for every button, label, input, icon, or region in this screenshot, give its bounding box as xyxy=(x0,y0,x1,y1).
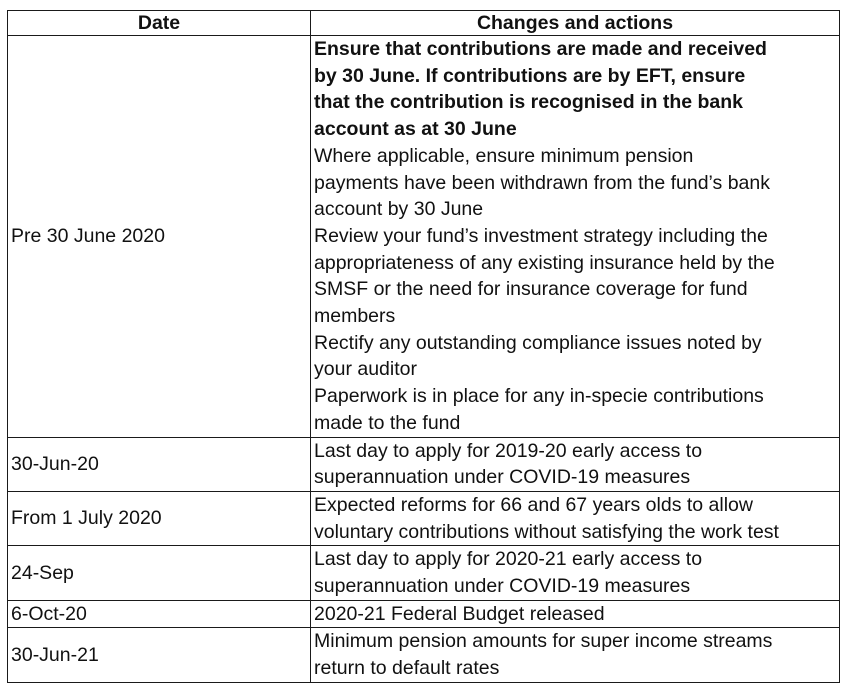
action-line-emphasis: account as at 30 June xyxy=(314,118,517,141)
action-line: Review your fund’s investment strategy including the xyxy=(314,224,768,247)
date-column-header: Date xyxy=(8,11,311,36)
actions-cell xyxy=(311,491,840,545)
action-line: Last day to apply for 2020-21 early access to xyxy=(314,548,703,571)
action-line: Rectify any outstanding compliance issues noted by xyxy=(314,331,762,354)
action-line: superannuation under COVID-19 measures xyxy=(314,575,691,598)
action-line: appropriateness of any existing insurance held by the xyxy=(314,251,775,274)
action-line: payments have been withdrawn from the fund’s bank xyxy=(314,171,770,194)
action-line: Minimum pension amounts for super income streams xyxy=(314,630,773,653)
header-row xyxy=(8,11,840,36)
date-cell: Pre 30 June 2020 xyxy=(8,36,311,438)
table-row xyxy=(8,600,840,628)
action-line: superannuation under COVID-19 measures xyxy=(314,466,691,489)
table-body xyxy=(8,36,840,683)
actions-cell xyxy=(311,546,840,600)
action-line: Last day to apply for 2019-20 early access to xyxy=(314,439,703,462)
actions-cell xyxy=(311,628,840,682)
action-line: 2020-21 Federal Budget released xyxy=(314,602,605,625)
action-line-emphasis: that the contribution is recognised in the bank xyxy=(314,91,744,114)
date-cell: 30-Jun-21 xyxy=(8,628,311,682)
table-header xyxy=(8,11,840,36)
actions-cell xyxy=(311,437,840,491)
action-line: return to default rates xyxy=(314,657,500,680)
action-line: made to the fund xyxy=(314,411,461,434)
action-line: Expected reforms for 66 and 67 years olds to allow xyxy=(314,493,753,516)
actions-cell xyxy=(311,600,840,628)
actions-column-header: Changes and actions xyxy=(311,11,840,36)
date-cell: From 1 July 2020 xyxy=(8,491,311,545)
date-cell: 24-Sep xyxy=(8,546,311,600)
table-row xyxy=(8,437,840,491)
date-cell: 30-Jun-20 xyxy=(8,437,311,491)
table-row xyxy=(8,36,840,438)
timeline-table xyxy=(7,10,840,683)
action-line-emphasis: Ensure that contributions are made and received xyxy=(314,38,767,60)
action-line-emphasis: by 30 June. If contributions are by EFT, ensure xyxy=(314,64,746,87)
table-row xyxy=(8,546,840,600)
actions-cell xyxy=(311,36,840,438)
action-line: voluntary contributions without satisfying the work test xyxy=(314,520,779,543)
action-line: Paperwork is in place for any in-specie contributions xyxy=(314,385,764,408)
action-line: account by 30 June xyxy=(314,198,484,221)
action-line: members xyxy=(314,305,396,328)
action-line: your auditor xyxy=(314,358,417,381)
action-line: Where applicable, ensure minimum pension xyxy=(314,144,694,167)
date-cell: 6-Oct-20 xyxy=(8,600,311,628)
table-row xyxy=(8,491,840,545)
action-line: SMSF or the need for insurance coverage for fund xyxy=(314,278,748,301)
table-row xyxy=(8,628,840,682)
